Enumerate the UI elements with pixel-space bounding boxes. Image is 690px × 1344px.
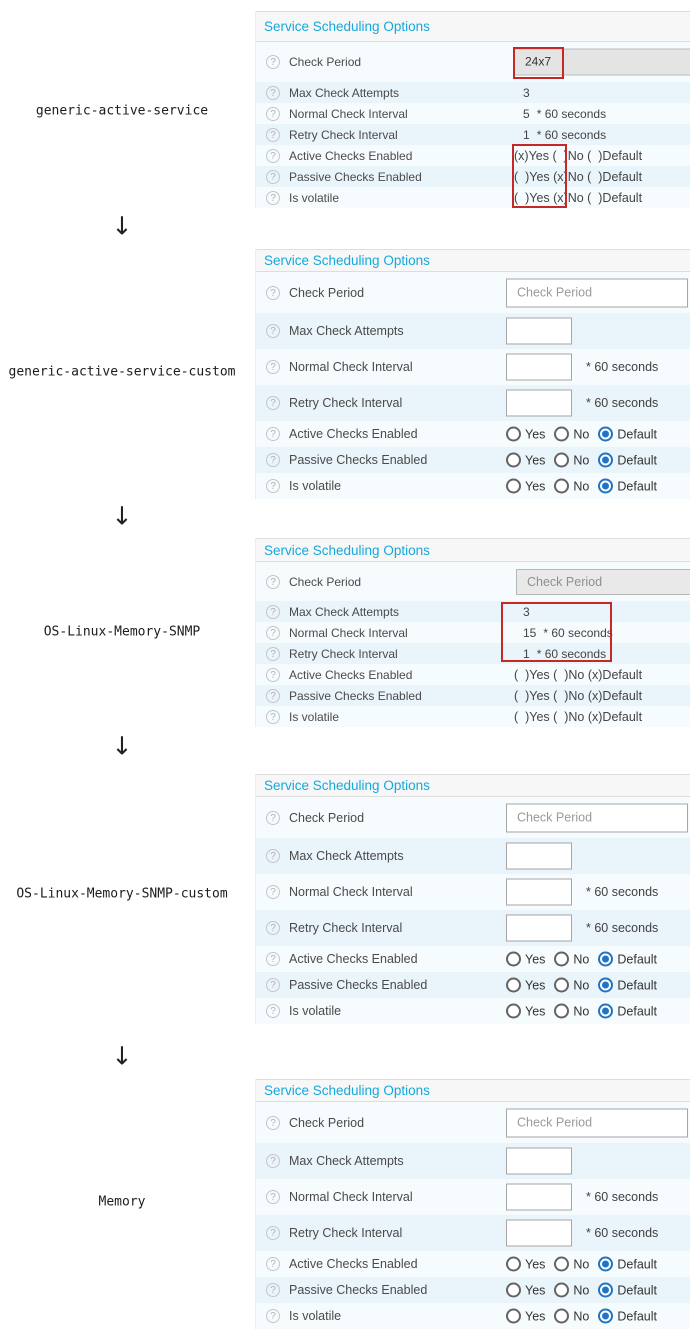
field-label-is-volatile: Is volatile <box>289 190 340 205</box>
field-value <box>523 86 530 100</box>
radio-label: Default <box>617 1257 657 1271</box>
radio-button-icon[interactable] <box>506 479 521 494</box>
help-icon[interactable]: ? <box>266 1154 280 1168</box>
field-label-is-volatile: Is volatile <box>289 1004 342 1018</box>
radio-label: No <box>573 1257 590 1271</box>
radio-button-icon[interactable] <box>554 1257 569 1272</box>
field-label-max-check-attempts: Max Check Attempts <box>289 849 404 863</box>
template-label-os-linux-memory-snmp-custom: OS-Linux-Memory-SNMP-custom <box>16 886 228 902</box>
radio-button-icon[interactable] <box>598 479 613 494</box>
row-check-period <box>256 42 690 82</box>
radio-state-text: ( )Yes (x)No ( )Default <box>514 190 643 205</box>
radio-button-icon[interactable] <box>554 1309 569 1324</box>
row-max-check-attempts <box>256 82 690 103</box>
field-label-active-checks-enabled: Active Checks Enabled <box>289 667 413 682</box>
field-label-check-period: Check Period <box>289 285 365 300</box>
retry-check-interval-input[interactable] <box>506 1220 572 1247</box>
row-passive-checks-enabled <box>256 685 690 706</box>
check-period-input[interactable] <box>506 803 688 832</box>
help-icon[interactable]: ? <box>266 1190 280 1204</box>
radio-label: No <box>573 1283 590 1297</box>
section-title: Service Scheduling Options <box>264 253 430 268</box>
field-label-normal-check-interval: Normal Check Interval <box>289 360 413 374</box>
row-check-period <box>256 797 690 838</box>
flow-arrow-down-icon: ↓ <box>111 211 133 241</box>
radio-button-icon[interactable] <box>554 1283 569 1298</box>
normal-check-interval-input[interactable] <box>506 879 572 906</box>
radio-label: Yes <box>525 1283 546 1297</box>
field-label-max-check-attempts: Max Check Attempts <box>289 324 404 338</box>
field-label-retry-check-interval: Retry Check Interval <box>289 396 403 410</box>
field-label-max-check-attempts: Max Check Attempts <box>289 1154 404 1168</box>
help-icon[interactable]: ? <box>266 86 280 100</box>
row-active-checks-enabled <box>256 664 690 685</box>
help-icon[interactable]: ? <box>266 710 280 724</box>
row-retry-check-interval <box>256 643 690 664</box>
retry-check-interval-input[interactable] <box>506 390 572 417</box>
radio-button-icon[interactable] <box>554 479 569 494</box>
radio-button-icon[interactable] <box>598 952 613 967</box>
active-checks-enabled-radio-group <box>506 427 657 442</box>
help-icon[interactable]: ? <box>266 1004 280 1018</box>
help-icon[interactable]: ? <box>266 479 280 493</box>
radio-state-text: ( )Yes ( )No (x)Default <box>514 667 643 682</box>
radio-option-no[interactable] <box>554 1309 589 1324</box>
radio-label: Default <box>617 1309 657 1323</box>
row-is-volatile <box>256 1303 690 1329</box>
radio-button-icon[interactable] <box>598 427 613 442</box>
radio-option-default[interactable] <box>598 978 657 993</box>
help-icon[interactable]: ? <box>266 286 280 300</box>
field-label-passive-checks-enabled: Passive Checks Enabled <box>289 1283 428 1297</box>
row-check-period <box>256 562 690 601</box>
row-retry-check-interval <box>256 385 690 421</box>
section-header <box>256 774 690 797</box>
passive-checks-enabled-radio-group <box>506 453 657 468</box>
radio-label: No <box>573 479 590 493</box>
row-passive-checks-enabled <box>256 1277 690 1303</box>
radio-button-icon[interactable] <box>598 978 613 993</box>
field-label-max-check-attempts: Max Check Attempts <box>289 604 400 619</box>
value-text: 3 <box>523 85 530 100</box>
section-title: Service Scheduling Options <box>264 542 430 558</box>
row-max-check-attempts <box>256 1143 690 1179</box>
radio-label: No <box>573 952 590 966</box>
help-icon[interactable]: ? <box>266 575 280 589</box>
radio-option-no[interactable] <box>554 1004 589 1019</box>
help-icon[interactable]: ? <box>266 626 280 640</box>
row-normal-check-interval <box>256 1179 690 1215</box>
radio-option-default[interactable] <box>598 453 657 468</box>
retry-check-interval-input[interactable] <box>506 915 572 942</box>
row-passive-checks-enabled <box>256 166 690 187</box>
help-icon[interactable]: ? <box>266 1116 280 1130</box>
value-suffix: * 60 seconds <box>536 127 607 142</box>
help-icon[interactable]: ? <box>266 170 280 184</box>
radio-label: No <box>573 1004 590 1018</box>
section-title: Service Scheduling Options <box>264 778 430 793</box>
radio-option-no[interactable] <box>554 978 589 993</box>
radio-button-icon[interactable] <box>598 1257 613 1272</box>
radio-label: Default <box>617 978 657 992</box>
radio-button-icon[interactable] <box>506 453 521 468</box>
row-is-volatile <box>256 473 690 499</box>
radio-option-default[interactable] <box>598 427 657 442</box>
field-label-passive-checks-enabled: Passive Checks Enabled <box>289 453 428 467</box>
radio-label: Default <box>617 1004 657 1018</box>
help-icon[interactable]: ? <box>266 128 280 142</box>
field-label-passive-checks-enabled: Passive Checks Enabled <box>289 978 428 992</box>
radio-label: Yes <box>525 1004 546 1018</box>
help-icon[interactable]: ? <box>266 1309 280 1323</box>
radio-state-text: (x)Yes ( )No ( )Default <box>514 148 643 163</box>
section-title: Service Scheduling Options <box>264 1083 430 1098</box>
active-checks-enabled-radio-group <box>506 1257 657 1272</box>
help-icon[interactable]: ? <box>266 668 280 682</box>
check-period-input <box>516 569 690 595</box>
help-icon[interactable]: ? <box>266 1283 280 1297</box>
radio-option-default[interactable] <box>598 1309 657 1324</box>
value-text: 3 <box>523 604 530 619</box>
panel-os-linux-memory-snmp <box>255 538 690 727</box>
row-normal-check-interval <box>256 103 690 124</box>
radio-option-yes[interactable] <box>506 1309 545 1324</box>
radio-state-text: ( )Yes (x)No ( )Default <box>514 169 643 184</box>
value-text: 5 <box>523 106 530 121</box>
row-retry-check-interval <box>256 1215 690 1251</box>
max-check-attempts-input[interactable] <box>506 843 572 870</box>
field-value <box>523 128 606 142</box>
help-icon[interactable]: ? <box>266 605 280 619</box>
field-value <box>523 605 530 619</box>
help-icon[interactable]: ? <box>266 191 280 205</box>
radio-button-icon[interactable] <box>554 427 569 442</box>
section-header <box>256 1079 690 1102</box>
help-icon[interactable]: ? <box>266 427 280 441</box>
field-value <box>523 647 606 661</box>
radio-label: No <box>573 427 590 441</box>
row-active-checks-enabled <box>256 1251 690 1277</box>
field-label-retry-check-interval: Retry Check Interval <box>289 1226 403 1240</box>
radio-option-no[interactable] <box>554 952 589 967</box>
panel-generic-active-service-custom <box>255 249 690 499</box>
radio-button-icon[interactable] <box>506 1257 521 1272</box>
section-title: Service Scheduling Options <box>264 19 430 34</box>
field-label-check-period: Check Period <box>289 55 362 69</box>
radio-option-yes[interactable] <box>506 1283 545 1298</box>
row-max-check-attempts <box>256 838 690 874</box>
field-label-active-checks-enabled: Active Checks Enabled <box>289 148 413 163</box>
panel-generic-active-service <box>255 11 690 208</box>
row-is-volatile <box>256 706 690 727</box>
flow-arrow-down-icon: ↓ <box>111 501 133 531</box>
radio-button-icon[interactable] <box>506 952 521 967</box>
help-icon[interactable]: ? <box>266 849 280 863</box>
is-volatile-radio-group <box>506 1309 657 1324</box>
value-suffix: * 60 seconds <box>586 1190 659 1204</box>
field-label-retry-check-interval: Retry Check Interval <box>289 646 398 661</box>
row-retry-check-interval <box>256 910 690 946</box>
radio-button-icon[interactable] <box>598 453 613 468</box>
passive-checks-enabled-radio-group <box>506 978 657 993</box>
field-value <box>523 107 606 121</box>
row-max-check-attempts <box>256 601 690 622</box>
radio-label: Yes <box>525 427 546 441</box>
radio-button-icon[interactable] <box>506 1283 521 1298</box>
radio-option-default[interactable] <box>598 1004 657 1019</box>
value-suffix: * 60 seconds <box>586 1226 659 1240</box>
radio-option-default[interactable] <box>598 479 657 494</box>
section-header <box>256 249 690 272</box>
field-label-check-period: Check Period <box>289 574 362 589</box>
radio-option-no[interactable] <box>554 427 589 442</box>
value-suffix: * 60 seconds <box>536 646 607 661</box>
field-label-active-checks-enabled: Active Checks Enabled <box>289 427 418 441</box>
radio-label: Default <box>617 479 657 493</box>
help-icon[interactable]: ? <box>266 978 280 992</box>
radio-button-icon[interactable] <box>554 453 569 468</box>
field-label-retry-check-interval: Retry Check Interval <box>289 921 403 935</box>
radio-option-yes[interactable] <box>506 479 545 494</box>
radio-label: Default <box>617 952 657 966</box>
row-passive-checks-enabled <box>256 447 690 473</box>
help-icon[interactable]: ? <box>266 811 280 825</box>
help-icon[interactable]: ? <box>266 453 280 467</box>
radio-state-text: ( )Yes ( )No (x)Default <box>514 688 643 703</box>
template-label-generic-active-service: generic-active-service <box>35 103 209 119</box>
value-suffix: * 60 seconds <box>536 106 607 121</box>
normal-check-interval-input[interactable] <box>506 1184 572 1211</box>
help-icon[interactable]: ? <box>266 396 280 410</box>
check-period-input[interactable] <box>506 278 688 307</box>
radio-button-icon[interactable] <box>554 952 569 967</box>
field-label-normal-check-interval: Normal Check Interval <box>289 106 408 121</box>
value-suffix: * 60 seconds <box>543 625 613 640</box>
radio-option-yes[interactable] <box>506 1257 545 1272</box>
value-suffix: * 60 seconds <box>586 885 659 899</box>
help-icon[interactable]: ? <box>266 360 280 374</box>
radio-button-icon[interactable] <box>598 1283 613 1298</box>
radio-option-yes[interactable] <box>506 952 545 967</box>
row-is-volatile <box>256 998 690 1024</box>
help-icon[interactable]: ? <box>266 647 280 661</box>
row-check-period <box>256 272 690 313</box>
field-label-is-volatile: Is volatile <box>289 1309 342 1323</box>
help-icon[interactable]: ? <box>266 885 280 899</box>
max-check-attempts-input[interactable] <box>506 318 572 345</box>
panel-memory <box>255 1079 690 1329</box>
field-label-check-period: Check Period <box>289 1115 365 1130</box>
row-max-check-attempts <box>256 313 690 349</box>
field-label-retry-check-interval: Retry Check Interval <box>289 127 398 142</box>
radio-label: No <box>573 978 590 992</box>
value-text: 15 <box>523 625 537 640</box>
template-label-memory: Memory <box>98 1194 146 1210</box>
field-label-normal-check-interval: Normal Check Interval <box>289 625 408 640</box>
radio-option-no[interactable] <box>554 453 589 468</box>
radio-option-yes[interactable] <box>506 978 545 993</box>
field-label-max-check-attempts: Max Check Attempts <box>289 85 400 100</box>
radio-label: Yes <box>525 1309 546 1323</box>
field-label-passive-checks-enabled: Passive Checks Enabled <box>289 688 422 703</box>
help-icon[interactable]: ? <box>266 689 280 703</box>
radio-button-icon[interactable] <box>506 1004 521 1019</box>
radio-option-yes[interactable] <box>506 1004 545 1019</box>
normal-check-interval-input[interactable] <box>506 354 572 381</box>
field-label-passive-checks-enabled: Passive Checks Enabled <box>289 169 422 184</box>
radio-button-icon[interactable] <box>554 978 569 993</box>
radio-option-default[interactable] <box>598 1257 657 1272</box>
radio-label: No <box>573 1309 590 1323</box>
help-icon[interactable]: ? <box>266 324 280 338</box>
radio-button-icon[interactable] <box>506 1309 521 1324</box>
template-label-generic-active-service-custom: generic-active-service-custom <box>8 364 236 380</box>
section-header <box>256 538 690 562</box>
radio-button-icon[interactable] <box>506 978 521 993</box>
value-text: 1 <box>523 646 530 661</box>
row-normal-check-interval <box>256 349 690 385</box>
row-retry-check-interval <box>256 124 690 145</box>
field-label-check-period: Check Period <box>289 810 365 825</box>
radio-label: Default <box>617 1283 657 1297</box>
section-header <box>256 11 690 42</box>
radio-label: Yes <box>525 453 546 467</box>
radio-option-default[interactable] <box>598 952 657 967</box>
help-icon[interactable]: ? <box>266 107 280 121</box>
radio-label: Default <box>617 427 657 441</box>
row-active-checks-enabled <box>256 421 690 447</box>
radio-label: Yes <box>525 952 546 966</box>
row-active-checks-enabled <box>256 145 690 166</box>
row-active-checks-enabled <box>256 946 690 972</box>
is-volatile-radio-group <box>506 479 657 494</box>
radio-label: No <box>573 453 590 467</box>
flow-arrow-down-icon: ↓ <box>111 731 133 761</box>
row-normal-check-interval <box>256 622 690 643</box>
help-icon[interactable]: ? <box>266 1257 280 1271</box>
radio-button-icon[interactable] <box>554 1004 569 1019</box>
is-volatile-radio-group <box>506 1004 657 1019</box>
field-label-normal-check-interval: Normal Check Interval <box>289 1190 413 1204</box>
field-label-normal-check-interval: Normal Check Interval <box>289 885 413 899</box>
radio-button-icon[interactable] <box>506 427 521 442</box>
help-icon[interactable]: ? <box>266 55 280 69</box>
radio-label: Yes <box>525 1257 546 1271</box>
value-suffix: * 60 seconds <box>586 360 659 374</box>
panel-os-linux-memory-snmp-custom <box>255 774 690 1024</box>
row-normal-check-interval <box>256 874 690 910</box>
radio-option-yes[interactable] <box>506 427 545 442</box>
field-label-is-volatile: Is volatile <box>289 709 340 724</box>
radio-option-yes[interactable] <box>506 453 545 468</box>
help-icon[interactable]: ? <box>266 921 280 935</box>
row-check-period <box>256 1102 690 1143</box>
radio-label: Default <box>617 453 657 467</box>
field-label-is-volatile: Is volatile <box>289 479 342 493</box>
help-icon[interactable]: ? <box>266 1226 280 1240</box>
field-label-active-checks-enabled: Active Checks Enabled <box>289 952 418 966</box>
radio-button-icon[interactable] <box>598 1004 613 1019</box>
max-check-attempts-input[interactable] <box>506 1148 572 1175</box>
active-checks-enabled-radio-group <box>506 952 657 967</box>
value-text: 1 <box>523 127 530 142</box>
row-passive-checks-enabled <box>256 972 690 998</box>
row-is-volatile <box>256 187 690 208</box>
radio-button-icon[interactable] <box>598 1309 613 1324</box>
check-period-select[interactable]: 24x7 <box>513 49 690 76</box>
help-icon[interactable]: ? <box>266 149 280 163</box>
radio-option-no[interactable] <box>554 479 589 494</box>
field-value <box>523 626 613 640</box>
template-label-os-linux-memory-snmp: OS-Linux-Memory-SNMP <box>43 624 201 640</box>
field-label-active-checks-enabled: Active Checks Enabled <box>289 1257 418 1271</box>
help-icon[interactable]: ? <box>266 952 280 966</box>
radio-state-text: ( )Yes ( )No (x)Default <box>514 709 643 724</box>
radio-label: Yes <box>525 978 546 992</box>
radio-option-no[interactable] <box>554 1283 589 1298</box>
radio-label: Yes <box>525 479 546 493</box>
value-suffix: * 60 seconds <box>586 921 659 935</box>
check-period-input[interactable] <box>506 1108 688 1137</box>
flow-arrow-down-icon: ↓ <box>111 1041 133 1071</box>
value-suffix: * 60 seconds <box>586 396 659 410</box>
passive-checks-enabled-radio-group <box>506 1283 657 1298</box>
radio-option-no[interactable] <box>554 1257 589 1272</box>
radio-option-default[interactable] <box>598 1283 657 1298</box>
